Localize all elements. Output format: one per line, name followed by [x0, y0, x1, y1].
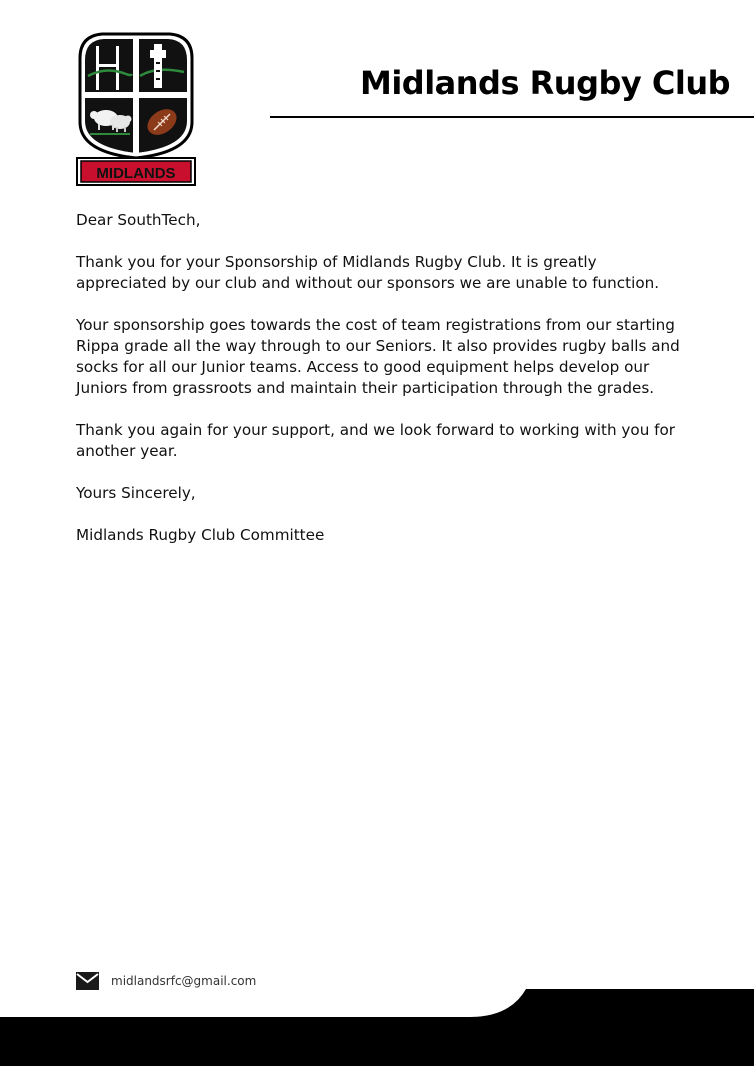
letter-paragraph: Thank you for your Sponsorship of Midlands Rugby Club. It is greatly appreciated by our club and without our sponsors we are unable to function.	[76, 253, 660, 292]
signature: Midlands Rugby Club Committee	[76, 526, 325, 544]
salutation: Dear SouthTech,	[76, 211, 201, 229]
email-link[interactable]: midlandsrfc@gmail.com	[111, 974, 257, 988]
footer-bar	[0, 989, 754, 1066]
crest-name-text: MIDLANDS	[96, 165, 176, 182]
letter-paragraph: Thank you again for your support, and we look forward to working with you for another year.	[76, 421, 676, 460]
letter-body	[76, 210, 686, 567]
letter-paragraph: Your sponsorship goes towards the cost of team registrations from our starting Rippa grade all the way through to our Seniors. It also provides rugby balls and socks for all our Junior teams. Access to good equipment helps develop our Juniors from grassroots and maintain their participation through the grades.	[76, 316, 680, 397]
page-title: Midlands Rugby Club	[359, 64, 731, 102]
club-crest-logo	[76, 30, 196, 186]
closing: Yours Sincerely,	[76, 484, 196, 502]
title-divider	[270, 116, 754, 118]
mail-icon	[76, 972, 99, 990]
club-crest-graphic	[76, 30, 196, 186]
